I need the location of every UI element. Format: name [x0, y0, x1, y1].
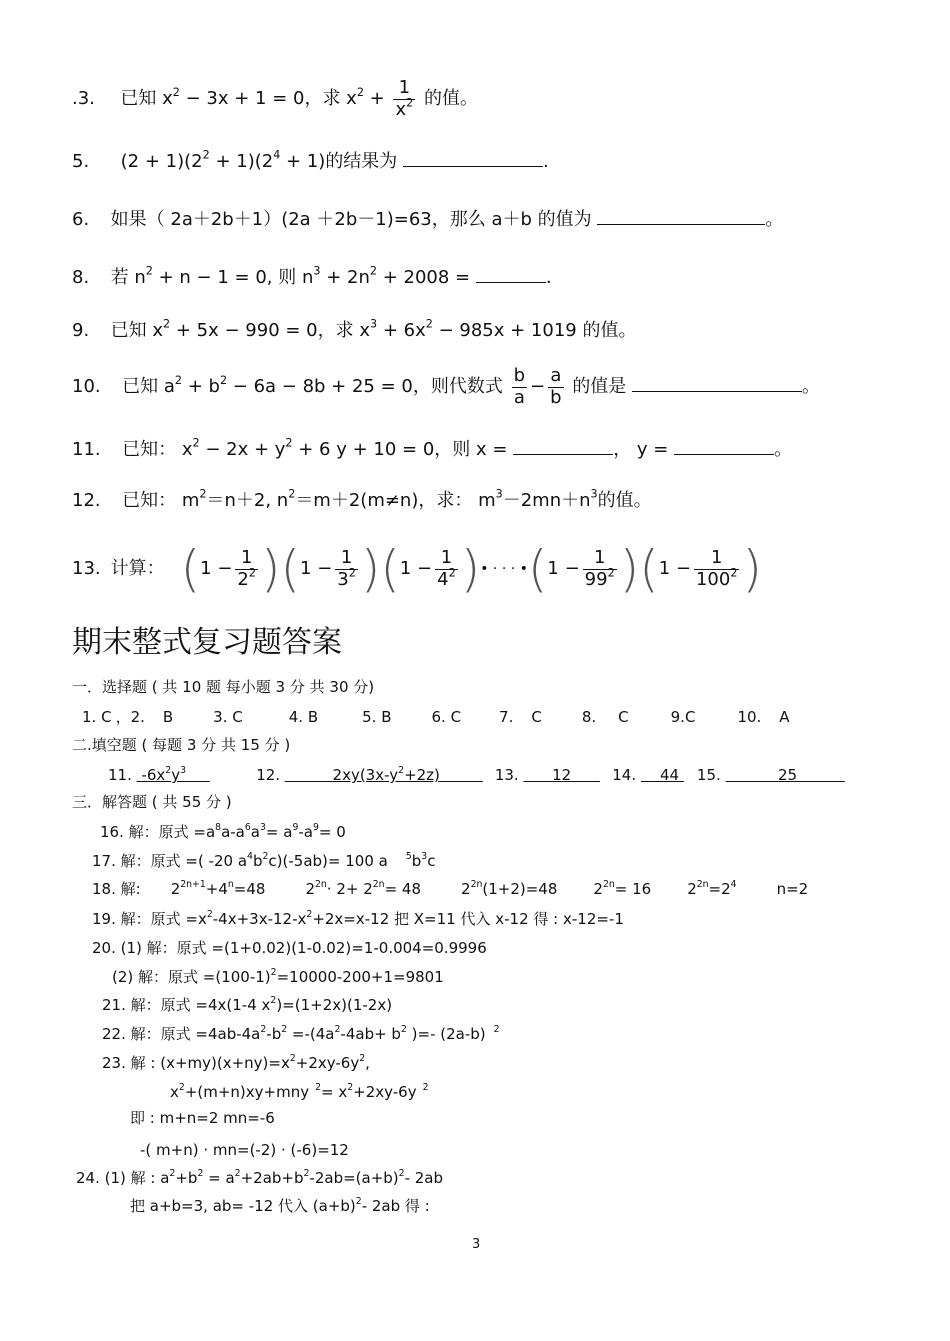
math: 1 − — [547, 558, 580, 579]
denominator-base: 2 — [237, 568, 249, 590]
solution-24-line-2 — [130, 1196, 430, 1215]
math: x — [170, 1083, 179, 1101]
denominator — [335, 566, 358, 591]
math: =2 — [708, 880, 731, 898]
exponent: 2 — [359, 1053, 366, 1065]
mc-answer: 6. C — [431, 708, 462, 726]
math: = 16 — [614, 880, 652, 898]
exponent: 2n — [372, 879, 385, 891]
mc-answer: 5. B — [362, 708, 392, 726]
exponent: 4 — [730, 879, 737, 891]
math: 12 — [552, 766, 572, 784]
left-paren: ( — [280, 540, 301, 598]
exponent: 2 — [281, 1024, 288, 1036]
exponent: 2 — [730, 566, 738, 580]
math: +b — [175, 1169, 198, 1187]
math: − — [530, 376, 546, 398]
denominator — [235, 566, 258, 591]
exponent: 2 — [234, 1168, 241, 1180]
mc-answer: 10. — [737, 708, 762, 726]
section-3-heading: 三．解答题 ( 共 55 分 ) — [72, 793, 232, 811]
exponent: 4 — [247, 851, 253, 863]
answer-blank-x[interactable] — [513, 436, 613, 455]
math: − 2x + y — [199, 439, 286, 460]
exponent: 3 — [180, 765, 186, 777]
question-number: .3. — [72, 88, 95, 110]
right-paren: ) — [260, 540, 281, 598]
denominator — [583, 566, 617, 591]
math: 已知： m — [122, 490, 200, 511]
mc-answer: 4. B — [288, 708, 319, 726]
text: ， y = — [613, 439, 669, 460]
math: − 985x + 1019 的值。 — [432, 320, 637, 341]
math: )=- (2a-b) — [406, 1025, 486, 1043]
exponent: 2 — [163, 317, 171, 331]
math: − 3x + 1 = 0，求 x — [179, 88, 357, 110]
exponent: 2 — [202, 148, 210, 162]
exponent: 2 — [448, 566, 456, 580]
exponent: 2 — [192, 436, 200, 450]
exponent: 2 — [289, 1053, 296, 1065]
question-number: 8. — [72, 267, 90, 288]
exponent: 2n — [314, 879, 327, 891]
numerator: b — [513, 365, 526, 386]
math: -b — [266, 1025, 282, 1043]
denominator — [393, 96, 415, 121]
math: 18. 解: — [92, 880, 141, 898]
numerator: 1 — [335, 548, 358, 570]
exponent: 2 — [285, 436, 293, 450]
exponent: 2 — [315, 1082, 322, 1094]
fraction — [235, 548, 258, 590]
mc-answer: 7. — [499, 708, 514, 726]
denominator — [435, 566, 458, 591]
question-9 — [72, 317, 637, 341]
exponent: 2 — [348, 566, 356, 580]
question-number: 5. — [72, 151, 90, 172]
text: 。 — [774, 439, 793, 460]
product-term-5 — [639, 540, 762, 598]
question-number: 10. — [72, 376, 101, 398]
question-number: 12. — [72, 490, 101, 511]
math: y — [171, 766, 181, 784]
solution-23-line-2 — [170, 1082, 429, 1101]
math: =10000-200+1=9801 — [276, 968, 444, 986]
fraction — [694, 548, 739, 590]
exponent: 2 — [270, 995, 277, 1007]
math: (2 + 1)(2 — [120, 151, 203, 172]
math: +2xy-6y — [353, 1083, 417, 1101]
answer-blank[interactable] — [632, 373, 802, 392]
exponent: 3 — [370, 317, 378, 331]
left-paren: ( — [380, 540, 400, 598]
right-paren: ) — [360, 540, 381, 598]
math: (1+2)=48 — [482, 880, 558, 898]
fill-number: 14. — [612, 766, 637, 784]
right-paren: ) — [460, 540, 481, 598]
question-13 — [72, 540, 762, 598]
exponent: 2 — [270, 967, 277, 979]
exponent: 2n+1 — [180, 879, 206, 891]
math: -2ab=(a+b) — [309, 1169, 399, 1187]
math: + — [363, 88, 391, 110]
solution-19 — [92, 909, 624, 928]
text: 。 — [765, 209, 784, 230]
exponent: 2 — [398, 1168, 405, 1180]
math: 24. (1) 解 : a — [76, 1169, 170, 1187]
exponent: 2 — [369, 264, 377, 278]
fraction-a-over-b — [548, 366, 563, 408]
question-number: 9. — [72, 320, 90, 341]
math: c — [427, 852, 436, 870]
math: + n − 1 = 0, 则 n — [152, 267, 314, 288]
exponent: 2 — [334, 1024, 341, 1036]
denominator-base: x — [395, 98, 407, 120]
math: +2ab+b — [240, 1169, 304, 1187]
exponent: 2 — [422, 1082, 429, 1094]
fraction — [435, 548, 458, 590]
numerator: 1 — [235, 548, 258, 570]
math: 已知 x — [110, 320, 164, 341]
math: b — [411, 852, 422, 870]
page-number: 3 — [472, 1237, 481, 1252]
math: c)(-5ab)= 100 a — [268, 852, 388, 870]
product-term-1 — [180, 540, 281, 598]
math: 1 − — [399, 558, 433, 579]
left-paren: ( — [180, 540, 201, 598]
numerator: 1 — [393, 78, 415, 100]
math: , — [365, 1054, 370, 1072]
math: b — [252, 852, 263, 870]
section-2-heading: 二.填空题 ( 每题 3 分 共 15 分 ) — [72, 736, 291, 754]
solution-23-line-4: -( m+n) · mn=(-2) · (-6)=12 — [140, 1141, 349, 1159]
exponent: 9 — [312, 822, 319, 834]
solution-24-line-1 — [76, 1168, 444, 1187]
math: 21. 解：原式 =4x(1-4 x — [102, 996, 271, 1014]
exponent: 2 — [178, 1082, 185, 1094]
math: 16. 解：原式 =a — [100, 823, 216, 841]
fill-answer-13 — [523, 768, 607, 783]
exponent: 2 — [174, 373, 182, 387]
question-6 — [72, 206, 783, 229]
math: )=(1+2x)(1-2x) — [276, 996, 393, 1014]
solution-21 — [102, 995, 393, 1014]
exponent: 2 — [260, 1024, 267, 1036]
denominator-base: 3 — [337, 568, 349, 590]
question-number: 13. — [72, 558, 101, 579]
fill-answer-15 — [726, 768, 845, 783]
math: + 2008 = — [376, 267, 471, 288]
math: · 2+ 2 — [326, 880, 373, 898]
exponent: 5 — [405, 851, 412, 863]
mc-answer: B — [162, 708, 174, 726]
text: 。 — [802, 376, 821, 398]
exponent: 3 — [495, 487, 503, 501]
exponent: 2 — [145, 264, 153, 278]
fill-number: 13. — [494, 766, 519, 784]
text: 的结果为 — [325, 151, 398, 172]
solution-18 — [92, 879, 809, 898]
math: 已知： x — [122, 439, 193, 460]
exponent: 2 — [356, 85, 364, 99]
math: 2 — [687, 880, 697, 898]
question-3 — [72, 78, 478, 120]
math: -a — [298, 823, 313, 841]
question-12 — [72, 487, 652, 511]
math: ＝m＋2(m≠n)，求： m — [295, 490, 496, 511]
fill-number: 12. — [256, 766, 281, 784]
math: (2) 解：原式 =(100-1) — [112, 968, 271, 986]
math: 17. 解：原式 =( -20 a — [92, 852, 248, 870]
mc-answer: 3. C — [213, 708, 243, 726]
math: 44 — [659, 766, 680, 784]
multiple-choice-answers — [82, 710, 790, 725]
math: ＝n＋2, n — [206, 490, 289, 511]
right-paren: ) — [742, 540, 762, 598]
product-term-2 — [280, 540, 381, 598]
math: 若 n — [110, 267, 146, 288]
text: 已知 — [120, 88, 157, 110]
math: 2 — [593, 880, 603, 898]
exponent: 2 — [206, 909, 213, 921]
math: - 2ab — [404, 1169, 444, 1187]
fill-answer-12 — [285, 765, 495, 784]
math: + 6 y + 10 = 0，则 x = — [292, 439, 508, 460]
math: + 1) — [280, 151, 326, 172]
numerator: 1 — [435, 548, 458, 570]
exponent: 3 — [313, 264, 321, 278]
exponent: 2 — [398, 765, 405, 777]
math: a — [250, 823, 260, 841]
text: 的值。 — [423, 88, 478, 110]
product-term-4 — [527, 540, 640, 598]
left-paren: ( — [527, 540, 548, 598]
math: -6x — [141, 766, 166, 784]
text: . — [543, 151, 549, 172]
answer-blank[interactable] — [597, 206, 765, 225]
right-paren: ) — [619, 540, 640, 598]
exponent: 2 — [355, 1196, 362, 1208]
exponent: 2n — [470, 879, 483, 891]
solution-20-2 — [112, 967, 444, 986]
mc-answer: C — [531, 708, 542, 726]
text: 的值。 — [597, 490, 652, 511]
math: n=2 — [776, 880, 809, 898]
math: 2xy(3x-y — [332, 766, 399, 784]
math: -4ab+ b — [340, 1025, 401, 1043]
exponent: 2 — [288, 487, 296, 501]
mc-answer: ，2. — [115, 708, 145, 726]
math: = 48 — [384, 880, 422, 898]
math: 把 a+b=3, ab= -12 代入 (a+b) — [130, 1197, 356, 1215]
solution-23-line-1 — [102, 1053, 370, 1072]
math: + 1)(2 — [209, 151, 274, 172]
exponent: 3 — [421, 851, 428, 863]
exponent: 2 — [172, 85, 180, 99]
text: 计算： — [110, 558, 165, 579]
solution-20-1: 20. (1) 解：原式 =(1+0.02)(1-0.02)=1-0.004=0.9996 — [92, 939, 487, 957]
exponent: 3 — [590, 487, 598, 501]
fraction-b-over-a — [512, 366, 527, 408]
exponent: 2 — [400, 1024, 407, 1036]
exponent: n — [227, 879, 234, 891]
fraction — [335, 548, 358, 590]
math: +2x=x-12 把 X=11 代入 x-12 得 : x-12=-1 — [312, 910, 624, 928]
math: + b — [181, 376, 220, 398]
numerator: a — [548, 366, 563, 388]
fill-answer-11 — [137, 765, 217, 784]
exponent: 2 — [197, 1168, 204, 1180]
denominator: b — [550, 386, 562, 408]
answers-title: 期末整式复习题答案 — [72, 625, 342, 660]
fill-number: 11. — [108, 766, 132, 784]
numerator: 1 — [583, 548, 617, 570]
exponent: 2 — [165, 765, 172, 777]
math: 2 — [305, 880, 315, 898]
solution-17 — [92, 851, 436, 870]
math: +(m+n)xy+mny — [184, 1083, 310, 1101]
question-10 — [72, 366, 820, 408]
math: 19. 解：原式 =x — [92, 910, 207, 928]
text: . — [545, 267, 552, 288]
question-number: 6. — [72, 209, 90, 230]
denominator-base: 99 — [584, 568, 608, 590]
exponent: 2 — [425, 317, 433, 331]
exponent: 6 — [244, 822, 251, 834]
math: －2mn＋n — [502, 490, 591, 511]
exponent: 3 — [260, 822, 266, 834]
solution-23-line-3: 即 : m+n=2 mn=-6 — [130, 1109, 275, 1127]
question-number: 11. — [72, 439, 101, 460]
exponent: 2 — [199, 487, 207, 501]
math: 22. 解：原式 =4ab-4a — [102, 1025, 261, 1043]
math: -4x+3x-12-x — [212, 910, 307, 928]
solution-22 — [102, 1024, 500, 1043]
product-term-3 — [380, 540, 481, 598]
exponent: 2 — [493, 1024, 500, 1036]
exponent: 2 — [219, 373, 228, 387]
mc-answer: 1. C — [82, 708, 112, 726]
math: 25 — [778, 766, 798, 784]
fraction — [393, 78, 415, 120]
math: 23. 解 : (x+my)(x+ny)=x — [102, 1054, 290, 1072]
exponent: 4 — [273, 148, 281, 162]
math: + 6x — [377, 320, 426, 341]
ellipsis-dots: • · · · • — [480, 561, 528, 577]
denominator-base: 100 — [695, 568, 731, 590]
mc-answer: A — [779, 708, 790, 726]
math: +2xy-6y — [295, 1054, 360, 1072]
text: 的值是 — [572, 376, 627, 398]
exponent: 2n — [602, 879, 615, 891]
math: 1 − — [658, 558, 691, 579]
mc-answer: C — [618, 708, 629, 726]
answer-blank[interactable] — [403, 148, 543, 167]
math: 2 — [170, 880, 181, 898]
math: a-a — [221, 823, 245, 841]
text: 如果（ 2a＋2b＋1）(2a ＋2b－1)=63，那么 a＋b 的值为 — [110, 209, 592, 230]
exponent: 2 — [607, 566, 615, 580]
exponent: 2 — [169, 1168, 176, 1180]
denominator: a — [513, 386, 525, 408]
question-11 — [72, 436, 792, 459]
exponent: 2n — [696, 879, 709, 891]
math: − 6a − 8b + 25 = 0，则代数式 — [227, 376, 503, 398]
math: + 5x − 990 = 0，求 x — [170, 320, 371, 341]
exponent: 2 — [262, 851, 269, 863]
exponent: 8 — [215, 822, 222, 834]
exponent: 9 — [292, 822, 299, 834]
math: 2 — [461, 880, 471, 898]
exponent: 2 — [347, 1082, 354, 1094]
math: - 2ab 得 : — [361, 1197, 430, 1215]
denominator — [694, 566, 739, 591]
math: + 2n — [320, 267, 370, 288]
math: = x — [321, 1083, 348, 1101]
mc-answer: 9.C — [670, 708, 696, 726]
fill-number: 15. — [696, 766, 721, 784]
fraction — [583, 548, 617, 590]
math: 1 − — [300, 558, 333, 579]
exponent: 2 — [248, 566, 256, 580]
fill-in-answers — [108, 765, 845, 784]
exponent: 2 — [306, 909, 313, 921]
section-1-heading: 一．选择题 ( 共 10 题 每小题 3 分 共 30 分) — [72, 678, 375, 696]
math: = a — [203, 1169, 235, 1187]
math: =-(4a — [287, 1025, 335, 1043]
solution-16 — [100, 822, 346, 841]
answer-blank-y[interactable] — [674, 436, 774, 455]
mc-answer: 8. — [581, 708, 597, 726]
denominator-base: 4 — [437, 568, 449, 590]
math: +4 — [205, 880, 228, 898]
math: 已知 a — [122, 376, 175, 398]
math: +2z) — [404, 766, 440, 784]
left-paren: ( — [639, 540, 659, 598]
numerator: 1 — [694, 548, 739, 570]
math: x — [162, 88, 173, 110]
math: = a — [265, 823, 293, 841]
question-5 — [72, 148, 549, 171]
answer-blank[interactable] — [476, 264, 546, 283]
math: = 0 — [318, 823, 346, 841]
exponent: 2 — [406, 96, 414, 110]
question-8 — [72, 264, 552, 287]
math: =48 — [233, 880, 266, 898]
exponent: 2 — [303, 1168, 310, 1180]
math: 1 − — [200, 558, 233, 579]
fill-answer-14 — [641, 768, 697, 783]
